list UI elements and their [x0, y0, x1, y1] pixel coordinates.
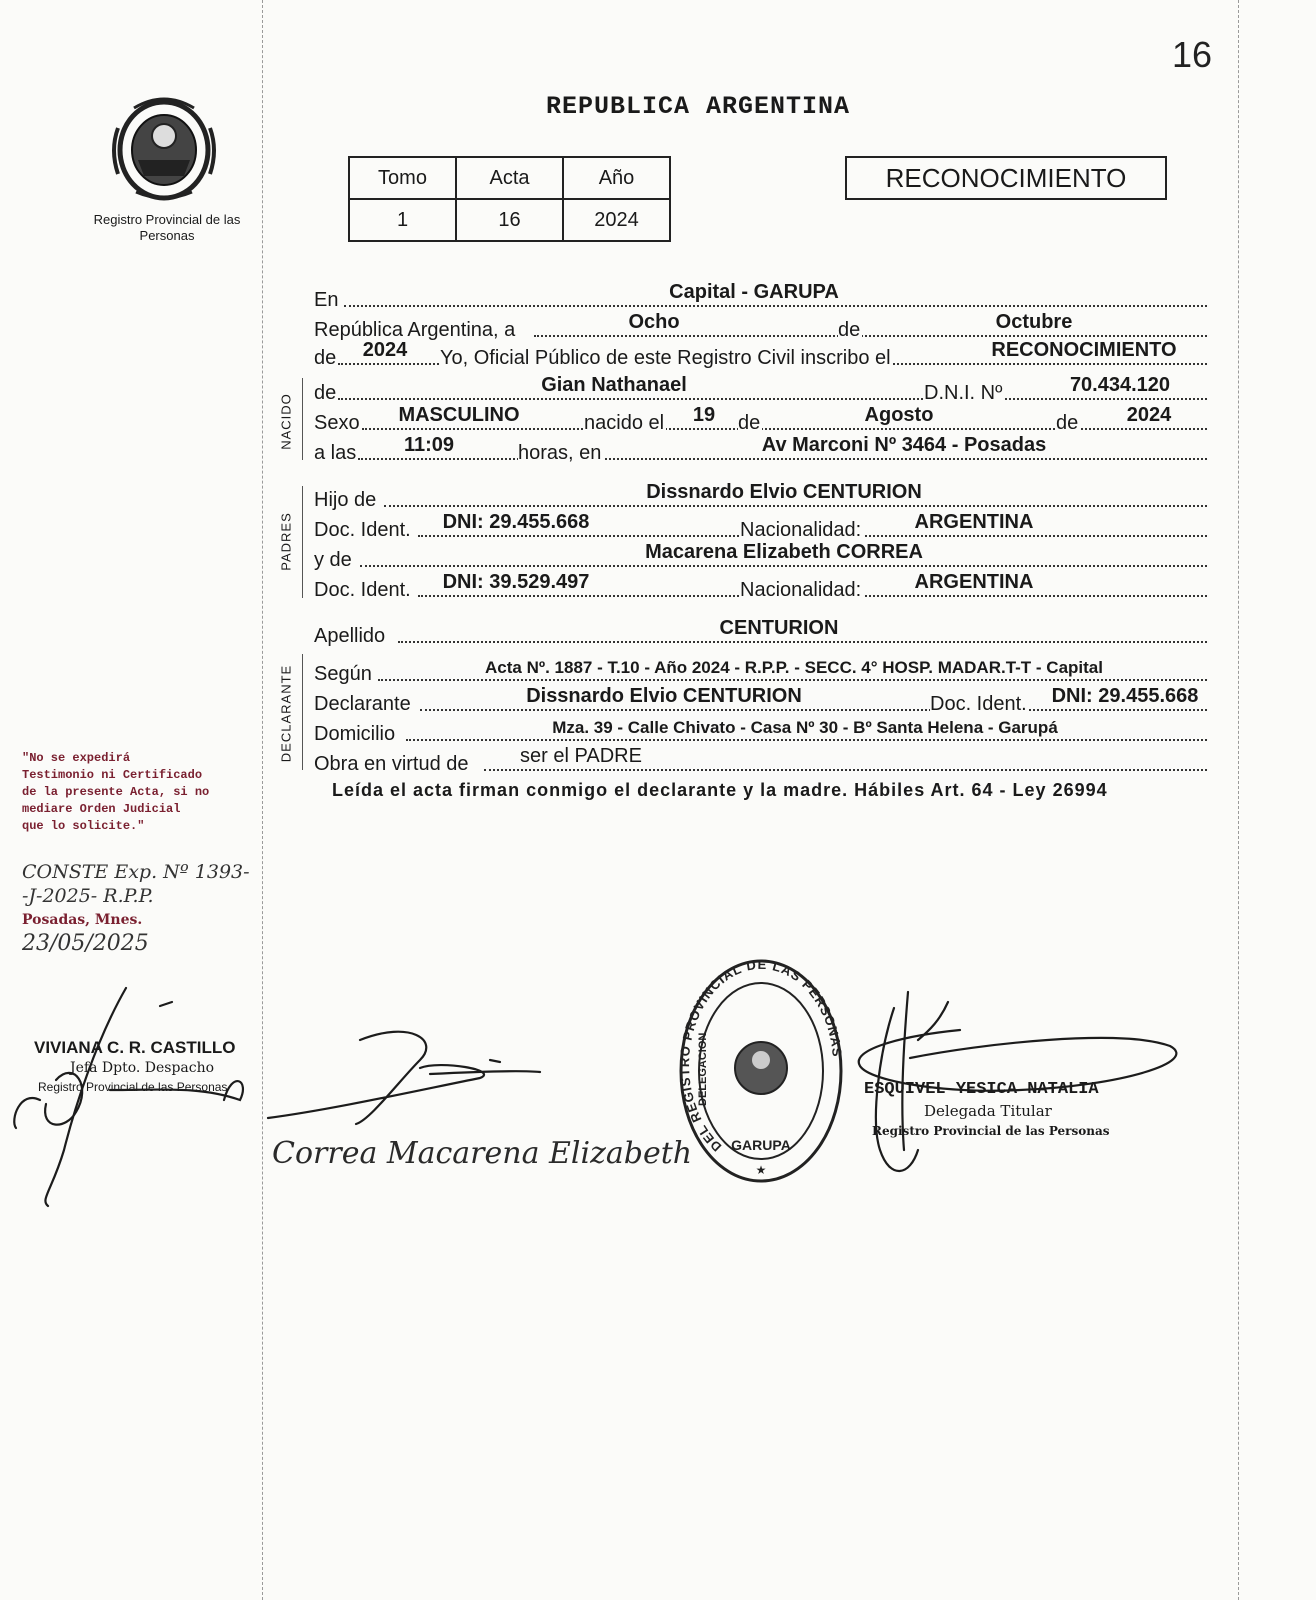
page-number: 16 [1172, 34, 1213, 75]
value-father-doc: DNI: 29.455.668 [442, 511, 590, 533]
label-doc-ident-mother: Doc. Ident. [314, 579, 411, 601]
value-birth-time: 11:09 [403, 434, 455, 456]
label-inscribe: Yo, Oficial Público de este Registro Civil inscribo el [440, 347, 891, 369]
label-republica: República Argentina, a [314, 319, 516, 341]
registry-table [348, 156, 671, 242]
note-line: mediare Orden Judicial [22, 802, 181, 816]
value-anio: 2024 [563, 199, 670, 241]
section-padres: PADRES [278, 512, 294, 571]
label-de-year: de [314, 347, 337, 369]
label-sexo: Sexo [314, 412, 360, 434]
seal-text-left: DELEGACION [697, 1032, 709, 1106]
value-act-type: RECONOCIMIENTO [991, 339, 1177, 361]
row-mother-doc [314, 572, 1207, 602]
label-doc-ident-father: Doc. Ident. [314, 519, 411, 541]
closing-statement: Leída el acta firman conmigo el declarante y la madre. Hábiles Art. 64 - Ley 26994 [332, 780, 1108, 800]
label-segun: Según [314, 663, 372, 685]
divider-nacido [302, 378, 303, 460]
label-obra: Obra en virtud de [314, 753, 469, 775]
label-nacionalidad-father: Nacionalidad: [740, 519, 862, 541]
row-hijo-de [314, 482, 1207, 512]
value-birth-month: Agosto [864, 404, 934, 426]
signer-right-role: Delegada Titular [924, 1102, 1052, 1120]
handwritten-line: CONSTE Exp. Nº 1393- [22, 861, 250, 883]
value-declarante-name: Dissnardo Elvio CENTURION [526, 685, 802, 707]
value-mother-nat: ARGENTINA [914, 571, 1034, 593]
label-en: En [314, 289, 339, 311]
signer-left-name: VIVIANA C. R. CASTILLO [34, 1038, 236, 1057]
label-apellido: Apellido [314, 625, 386, 647]
page-title: REPUBLICA ARGENTINA [546, 92, 851, 121]
divider-declarante [302, 654, 303, 770]
row-obra [314, 746, 1207, 776]
row-apellido [314, 618, 1207, 648]
value-birth-day: 19 [692, 404, 716, 426]
value-domicilio: Mza. 39 - Calle Chivato - Casa Nº 30 - Bº Santa Helena - Garupá [552, 718, 1058, 737]
label-y-de: y de [314, 549, 352, 571]
section-declarante: DECLARANTE [278, 664, 294, 763]
value-father-nat: ARGENTINA [914, 511, 1034, 533]
label-domicilio: Domicilio [314, 723, 396, 745]
label-de-2: de [1056, 412, 1079, 434]
row-segun [314, 656, 1207, 686]
row-fecha [314, 312, 1207, 342]
value-tomo: 1 [349, 199, 456, 241]
signer-left-role: Jefa Dpto. Despacho [70, 1060, 215, 1076]
label-nacionalidad-mother: Nacionalidad: [740, 579, 862, 601]
province-emblem-icon [104, 88, 224, 208]
row-nacido-name [314, 375, 1207, 405]
seal-text-bottom: GARUPA [731, 1137, 791, 1153]
row-nacido-hora [314, 435, 1207, 465]
value-apellido: CENTURION [719, 617, 839, 639]
label-dni: D.N.I. Nº [924, 382, 1003, 404]
value-father-name: Dissnardo Elvio CENTURION [646, 481, 922, 503]
official-seal-icon [676, 956, 846, 1186]
value-month: Octubre [995, 311, 1073, 333]
label-horas-en: horas, en [518, 442, 602, 464]
value-child-name: Gian Nathanael [541, 374, 687, 396]
note-line: de la presente Acta, si no [22, 785, 210, 799]
margin-note [22, 750, 262, 835]
value-mother-doc: DNI: 39.529.497 [442, 571, 590, 593]
value-segun: Acta Nº. 1887 - T.10 - Año 2024 - R.P.P. - SECC. 4° HOSP. MADAR.T-T - Capital [485, 658, 1103, 677]
header-anio: Año [563, 157, 670, 199]
label-de-name: de [314, 382, 337, 404]
value-sexo: MASCULINO [398, 404, 520, 426]
note-line: "No se expedirá [22, 751, 131, 765]
value-obra: ser el PADRE [520, 745, 642, 767]
right-margin-line [1238, 0, 1239, 1600]
margin-line [262, 0, 263, 1600]
row-en [314, 282, 1207, 312]
handwritten-line: Posadas, Mnes. [22, 912, 143, 928]
label-declarante: Declarante [314, 693, 411, 715]
section-nacido: NACIDO [278, 393, 294, 450]
row-nacido-sexo [314, 405, 1207, 435]
label-de: de [838, 319, 861, 341]
label-a-las: a las [314, 442, 357, 464]
mother-signature: Correa Macarena Elizabeth [272, 1136, 693, 1171]
header-acta: Acta [456, 157, 563, 199]
row-declarante [314, 686, 1207, 716]
label-hijo-de: Hijo de [314, 489, 377, 511]
row-inscribe [314, 340, 1207, 370]
signer-left-org: Registro Provincial de las Personas [38, 1080, 228, 1094]
header-tomo: Tomo [349, 157, 456, 199]
value-declarante-doc: DNI: 29.455.668 [1051, 685, 1199, 707]
value-child-dni: 70.434.120 [1069, 374, 1171, 396]
handwritten-line: -J-2025- R.P.P. [22, 885, 154, 907]
signer-right-org: Registro Provincial de las Personas [872, 1124, 1110, 1138]
row-y-de [314, 542, 1207, 572]
handwritten-note [22, 860, 250, 956]
note-line: que lo solicite." [22, 819, 145, 833]
label-doc-ident-decl: Doc. Ident. [930, 693, 1027, 715]
label-de-1: de [738, 412, 761, 434]
svg-text:★: ★ [755, 1163, 767, 1177]
value-mother-name: Macarena Elizabeth CORREA [645, 541, 923, 563]
note-line: Testimonio ni Certificado [22, 768, 203, 782]
value-birth-place: Av Marconi Nº 3464 - Posadas [761, 434, 1047, 456]
signer-right-name: ESQUIVEL YESICA NATALIA [864, 1080, 1099, 1099]
value-year: 2024 [362, 339, 408, 361]
label-nacido-el: nacido el [584, 412, 665, 434]
row-domicilio [314, 716, 1207, 746]
handwritten-line: 23/05/2025 [22, 931, 149, 956]
value-en: Capital - GARUPA [669, 281, 839, 303]
divider-padres [302, 486, 303, 598]
value-acta: 16 [456, 199, 563, 241]
seal-text-top: DEL REGISTRO PROVINCIAL DE LAS PERSONAS [676, 956, 845, 1155]
value-day: Ocho [628, 311, 680, 333]
document-type-box: RECONOCIMIENTO [845, 156, 1167, 200]
value-birth-year: 2024 [1126, 404, 1172, 426]
organization-name: Registro Provincial de las Personas [93, 212, 241, 243]
row-father-doc [314, 512, 1207, 542]
